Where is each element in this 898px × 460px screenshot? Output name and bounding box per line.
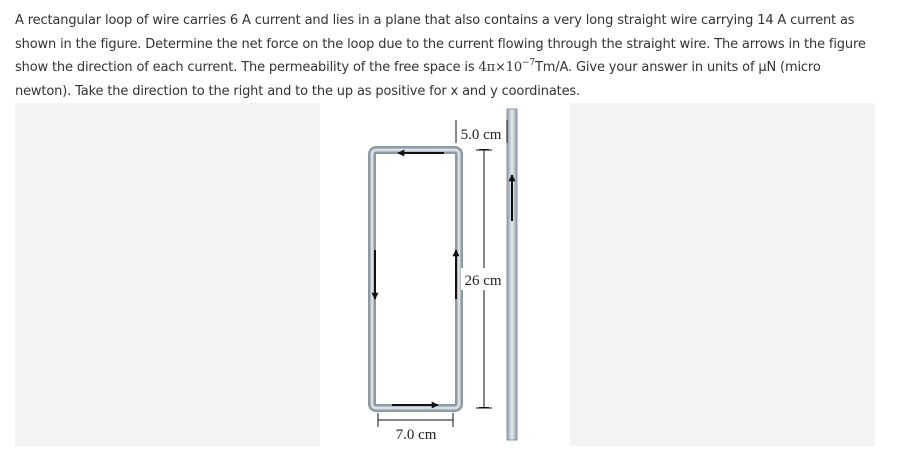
problem-text-part1: A rectangular loop of wire carries 6 A current and lies in a plane that also contains a very long straight wire carrying 14 A current as shown in the figure. Determine the net force on the loop due to the current flowing through the straight wire. The arrows in the figure show the direction of each current. The permeability of the free space is — [15, 13, 866, 75]
permeability-base: 4π×10 — [478, 60, 523, 75]
rectangular-loop — [372, 150, 459, 408]
permeability-exponent: −7 — [522, 58, 535, 68]
height-label: 26 cm — [464, 273, 502, 289]
permeability-unit: Tm/A. — [534, 60, 573, 75]
straight-wire — [507, 109, 517, 440]
gap-label: 5.0 cm — [460, 127, 502, 143]
rectangular-loop-highlight — [372, 150, 459, 408]
width-label: 7.0 cm — [395, 427, 437, 443]
figure-right-padding — [570, 103, 875, 446]
figure-left-padding — [15, 103, 320, 446]
problem-text-part2: Give your answer in units of μN (micro newton). Take the direction to the right and to the up as positive for x and y coordinates. — [15, 60, 821, 99]
circuit-figure — [320, 103, 570, 446]
permeability-value — [479, 60, 535, 75]
problem-statement — [15, 9, 875, 103]
